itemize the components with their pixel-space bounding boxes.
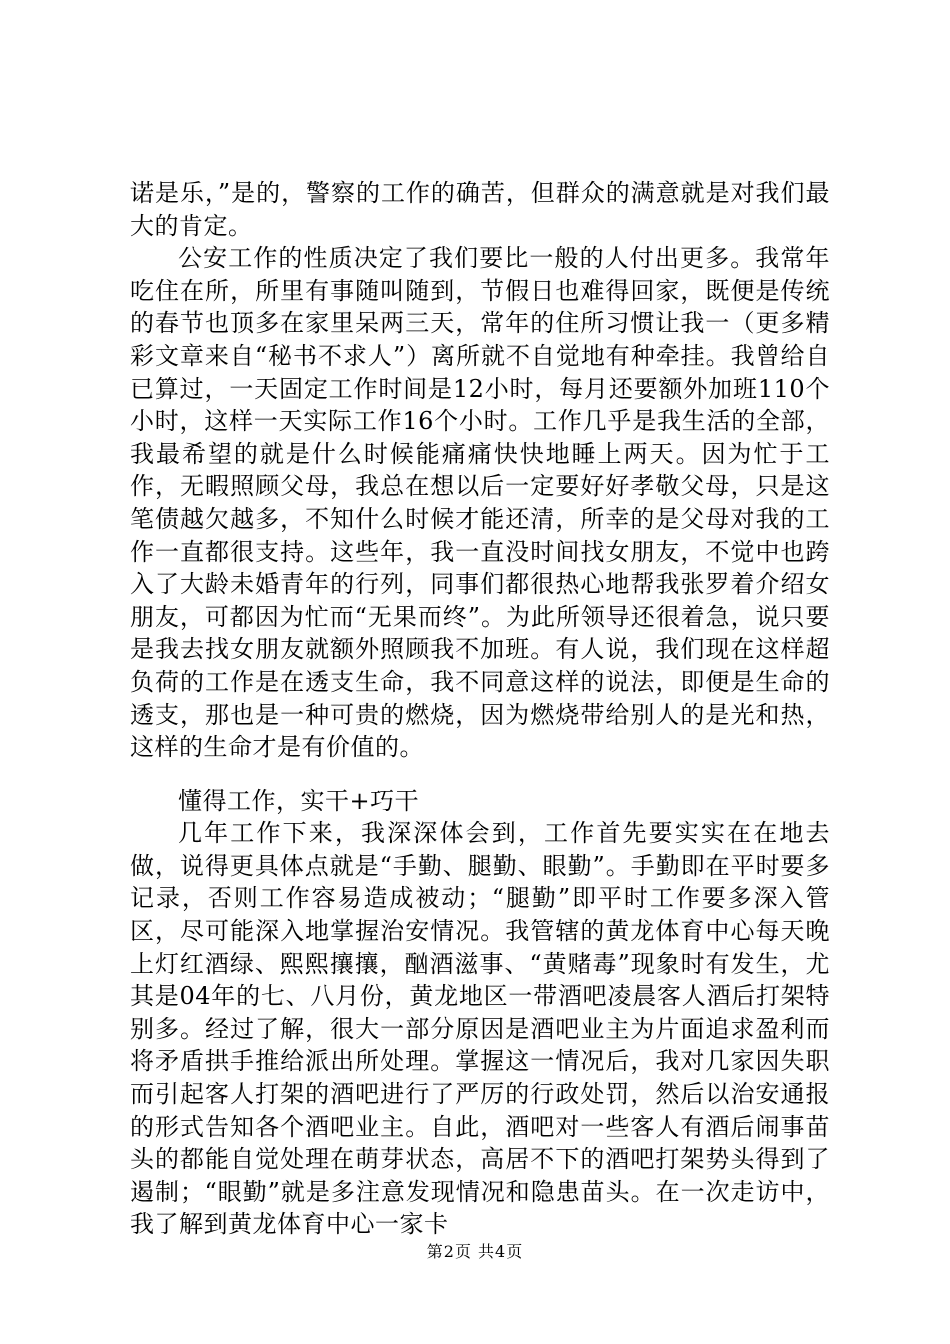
section-heading: 懂得工作，实干+巧干 [178,786,420,815]
page-number: 第2页 共4页 [426,1242,524,1261]
paragraph-police-work: 公安工作的性质决定了我们要比一般的人付出更多。我常年吃住在所，所里有事随叫随到，节假日也难得回家，既便是传统的春节也顶多在家里呆两三天，常年的住所习惯让我一（更多精彩文章来自“秘书不求人”）离所就不自觉地有种牵挂。我曾给自已算过，一天固定工作时间是12小时，每月还要额外加班110个小时，这样一天实际工作16个小时。工作几乎是我生活的全部，我最希望的就是什么时候能痛痛快快地睡上两天。因为忙于工作，无暇照顾父母，我总在想以后一定要好好孝敬父母，只是这笔债越欠越多，不知什么时候才能还清，所幸的是父母对我的工作一直都很支持。这些年，我一直没时间找女朋友，不觉中也跨入了大龄未婚青年的行列，同事们都很热心地帮我张罗着介绍女朋友，可都因为忙而“无果而终”。为此所领导还很着急，说只要是我去找女朋友就额外照顾我不加班。有人说，我们现在这样超负荷的工作是在透支生命，我不同意这样的说法，即便是生命的透支，那也是一种可贵的燃烧，因为燃烧带给别人的是光和热，这样的生命才是有价值的。 [130,244,830,762]
paragraph-gap [130,764,830,785]
paragraph-continuation: 诺是乐，”是的，警察的工作的确苦，但群众的满意就是对我们最大的肯定。 [130,179,830,240]
document-body [130,177,830,1241]
paragraph-diligence: 几年工作下来，我深深体会到，工作首先要实实在在地去做，说得更具体点就是“手勤、腿勤、眼勤”。手勤即在平时要多记录，否则工作容易造成被动；“腿勤”即平时工作要多深入管区，尽可能深入地掌握治安情况。我管辖的黄龙体育中心每天晚上灯红酒绿、熙熙攘攘，酗酒滋事、“黄赌毒”现象时有发生，尤其是04年的七、八月份，黄龙地区一带酒吧凌晨客人酒后打架特别多。经过了解，很大一部分原因是酒吧业主为片面追求盈利而将矛盾拱手推给派出所处理。掌握这一情况后，我对几家因失职而引起客人打架的酒吧进行了严厉的行政处罚，然后以治安通报的形式告知各个酒吧业主。自此，酒吧对一些客人有酒后闹事苗头的都能自觉处理在萌芽状态，高居不下的酒吧打架势头得到了遏制；“眼勤”就是多注意发现情况和隐患苗头。在一次走访中，我了解到黄龙体育中心一家卡 [130,819,830,1239]
